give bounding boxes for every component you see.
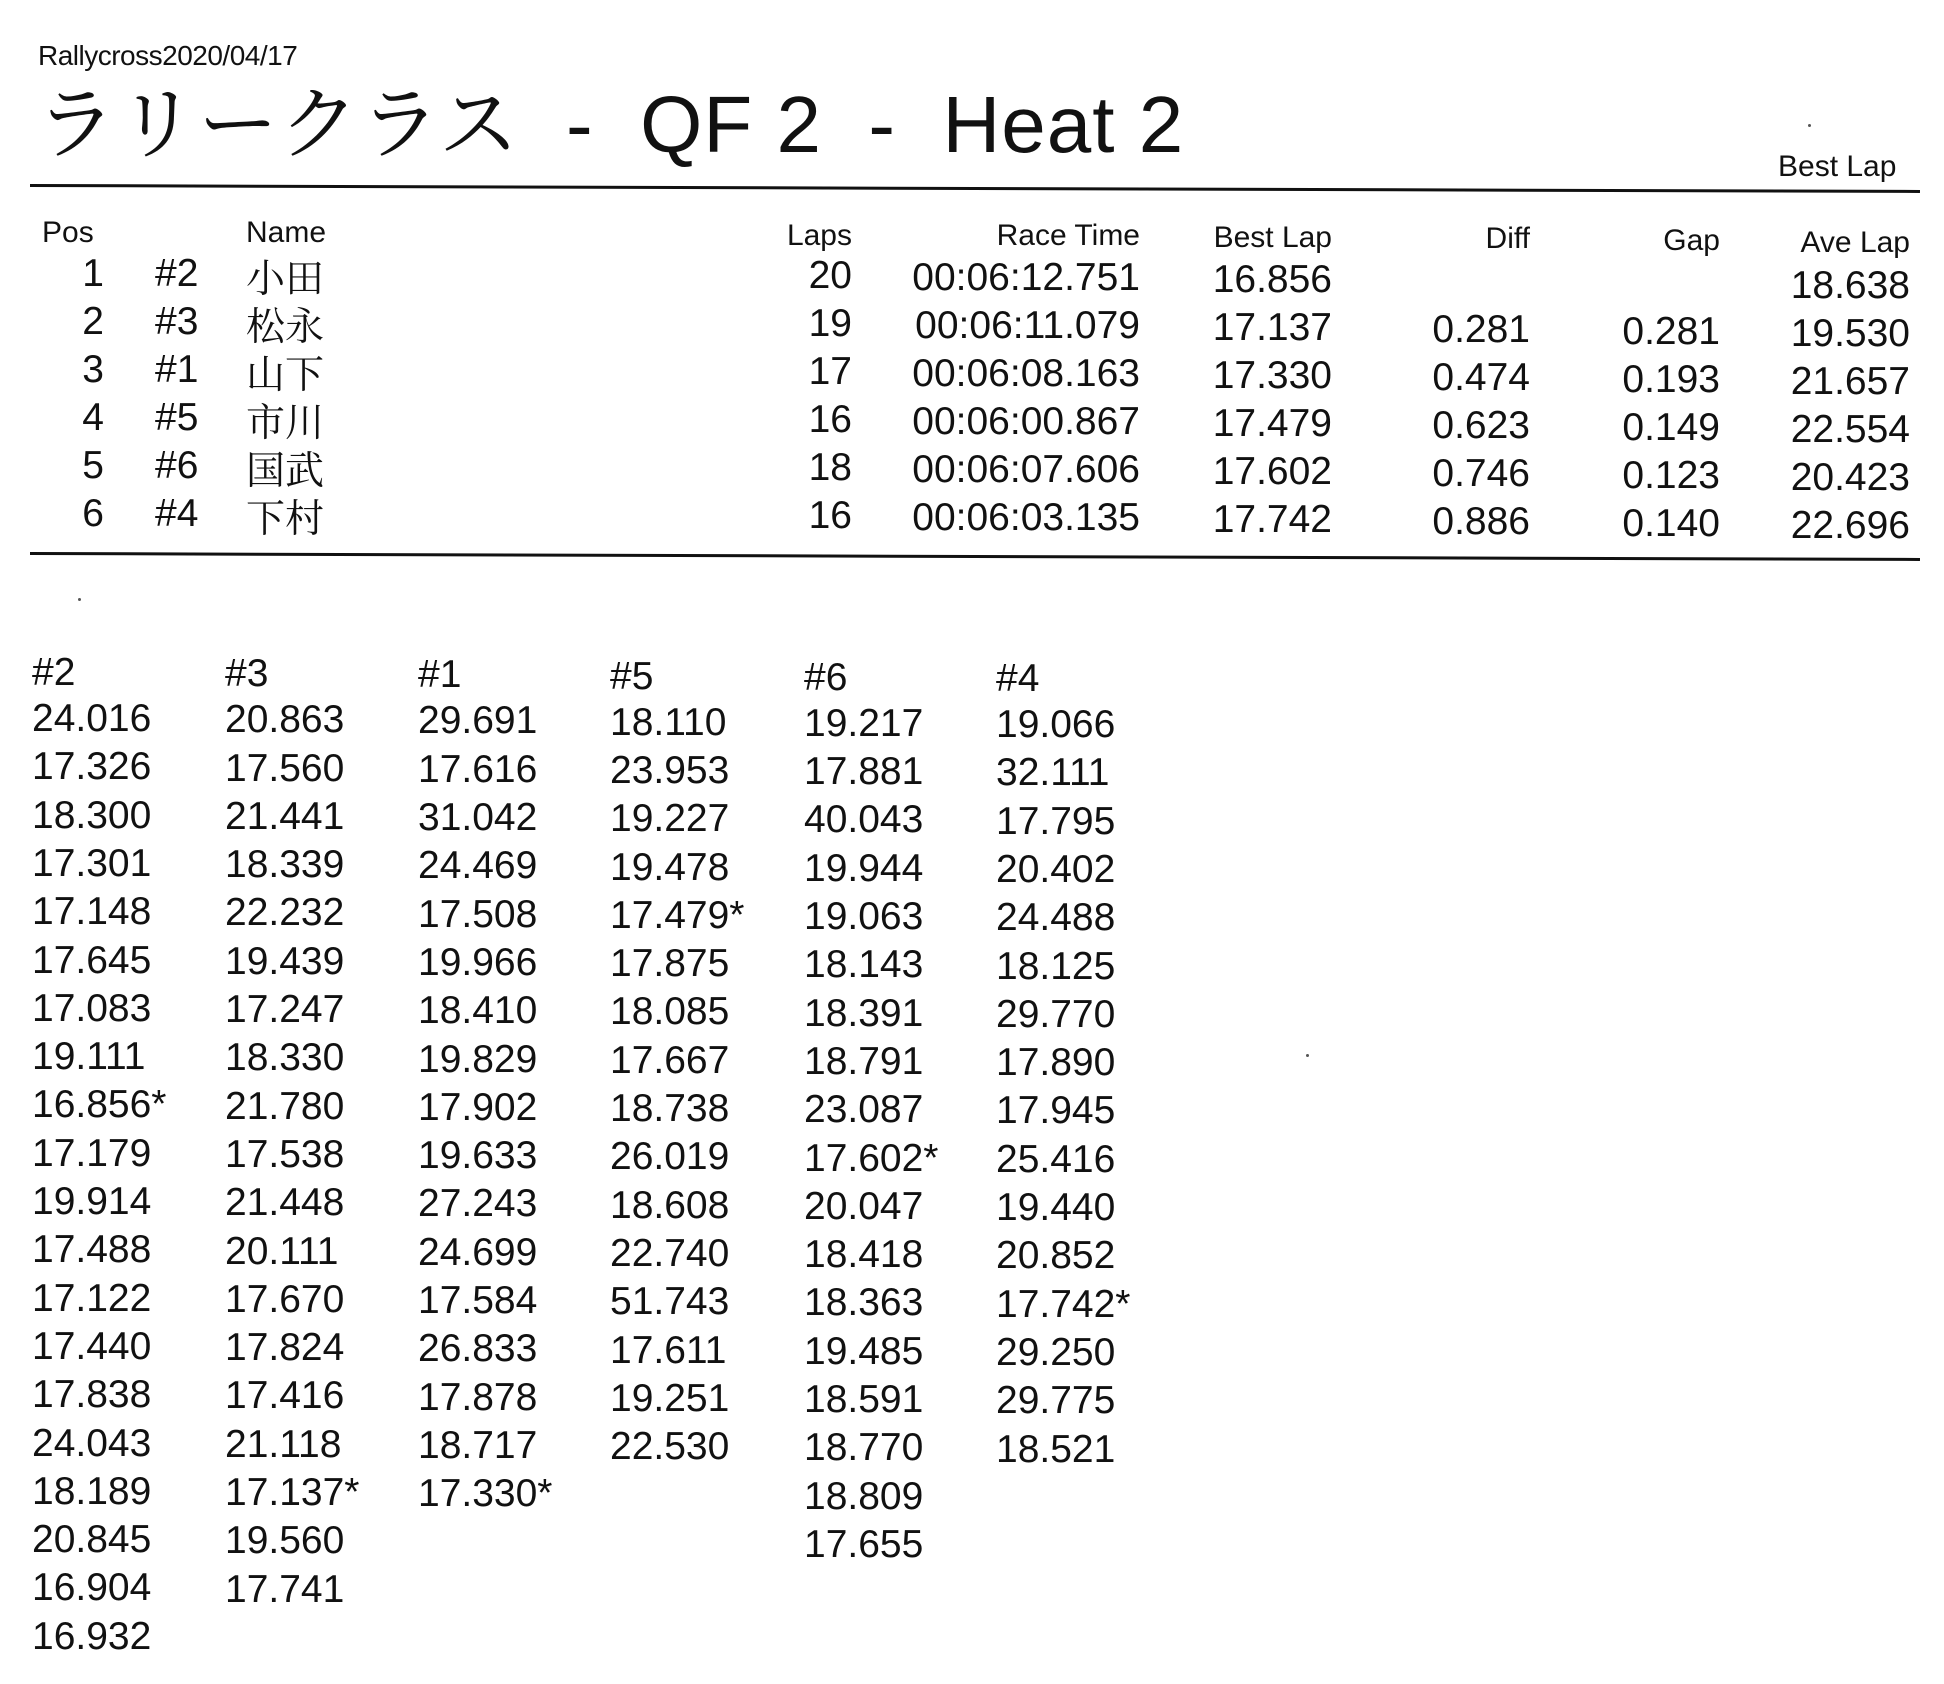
lap-time: 18.770 — [804, 1426, 924, 1470]
lap-column-header: #6 — [804, 655, 848, 699]
cell-race-time: 00:06:08.163 — [912, 352, 1140, 395]
lap-time: 17.670 — [225, 1277, 345, 1321]
lap-time: 18.143 — [804, 943, 924, 987]
scan-speck — [1306, 1054, 1309, 1057]
lap-time: 17.838 — [32, 1373, 152, 1417]
cell-laps: 17 — [808, 350, 852, 393]
cell-ave-lap: 21.657 — [1790, 360, 1910, 403]
cell-car-number: #2 — [155, 252, 199, 295]
lap-time: 17.611 — [610, 1328, 727, 1372]
lap-time: 19.063 — [804, 895, 924, 938]
lap-time: 22.530 — [610, 1425, 730, 1469]
lap-time: 29.770 — [996, 992, 1116, 1036]
lap-time: 17.655 — [804, 1522, 924, 1566]
lap-time: 27.243 — [418, 1182, 538, 1226]
cell-pos: 4 — [82, 396, 104, 439]
lap-time: 22.232 — [225, 891, 345, 935]
header-divider — [30, 184, 1920, 193]
cell-gap: 0.281 — [1622, 310, 1720, 353]
lap-time: 31.042 — [418, 796, 538, 839]
cell-driver-name: 市川 — [246, 402, 325, 445]
lap-time: 17.330* — [418, 1472, 553, 1516]
cell-ave-lap: 19.530 — [1790, 312, 1910, 355]
lap-time: 17.645 — [32, 938, 152, 982]
lap-time: 20.047 — [804, 1184, 924, 1228]
lap-time: 18.608 — [610, 1183, 730, 1227]
cell-gap: 0.140 — [1622, 502, 1720, 545]
col-header-best-lap: Best Lap — [1213, 221, 1332, 254]
lap-time: 32.111 — [996, 751, 1110, 795]
lap-time: 20.111 — [225, 1229, 339, 1273]
lap-time: 19.251 — [610, 1376, 730, 1420]
cell-laps: 18 — [808, 446, 852, 489]
lap-column-header: #1 — [418, 653, 462, 697]
lap-time: 17.795 — [996, 799, 1116, 843]
lap-time: 23.087 — [804, 1088, 924, 1132]
lap-column-header: #3 — [225, 652, 269, 696]
lap-time: 29.775 — [996, 1379, 1116, 1423]
lap-time: 17.616 — [418, 747, 538, 791]
lap-time: 22.740 — [610, 1231, 730, 1275]
results-divider — [30, 552, 1920, 561]
cell-pos: 5 — [82, 444, 104, 487]
lap-time: 16.932 — [32, 1614, 152, 1658]
cell-race-time: 00:06:03.135 — [912, 496, 1140, 539]
col-header-ave-lap: Ave Lap — [1800, 226, 1910, 259]
cell-gap: 0.123 — [1622, 454, 1720, 497]
lap-time: 17.538 — [225, 1132, 345, 1176]
lap-time: 18.738 — [610, 1087, 730, 1130]
lap-time: 51.743 — [610, 1280, 730, 1324]
lap-time: 17.488 — [32, 1228, 152, 1272]
lap-time: 17.326 — [32, 745, 152, 789]
cell-ave-lap: 20.423 — [1790, 456, 1910, 499]
lap-time: 19.227 — [610, 797, 730, 841]
lap-time: 18.791 — [804, 1039, 924, 1083]
col-header-race-time: Race Time — [996, 219, 1140, 252]
cell-driver-name: 松永 — [246, 306, 325, 349]
lap-time: 29.691 — [418, 699, 538, 743]
lap-time: 18.591 — [804, 1378, 924, 1421]
lap-time: 17.479* — [610, 893, 745, 937]
lap-time: 26.833 — [418, 1327, 538, 1371]
cell-best-lap: 16.856 — [1212, 258, 1332, 301]
lap-time: 18.085 — [610, 990, 730, 1034]
lap-time: 17.881 — [804, 750, 924, 794]
col-header-name: Name — [246, 216, 327, 249]
cell-ave-lap: 22.554 — [1790, 408, 1910, 451]
lap-time: 18.391 — [804, 991, 924, 1035]
cell-pos: 3 — [82, 348, 104, 391]
lap-time: 21.448 — [225, 1181, 345, 1225]
cell-diff: 0.623 — [1432, 404, 1530, 447]
lap-time: 18.189 — [32, 1469, 152, 1513]
cell-driver-name: 国武 — [246, 450, 325, 493]
cell-best-lap: 17.479 — [1212, 402, 1332, 445]
cell-diff: 0.886 — [1432, 500, 1530, 543]
lap-time: 16.856* — [32, 1083, 167, 1127]
lap-time: 19.485 — [804, 1329, 924, 1373]
lap-time: 19.944 — [804, 846, 924, 890]
lap-time: 24.699 — [418, 1230, 538, 1274]
cell-gap: 0.193 — [1622, 358, 1720, 401]
cell-race-time: 00:06:00.867 — [912, 400, 1140, 443]
cell-pos: 1 — [82, 252, 104, 295]
col-header-gap: Gap — [1663, 224, 1720, 257]
lap-time: 19.914 — [32, 1180, 152, 1223]
lap-time: 17.875 — [610, 942, 730, 986]
lap-time: 19.478 — [610, 845, 730, 889]
cell-pos: 2 — [82, 300, 104, 343]
cell-laps: 20 — [808, 254, 852, 297]
lap-time: 20.863 — [225, 698, 345, 742]
cell-pos: 6 — [82, 492, 104, 535]
lap-time: 17.824 — [225, 1326, 345, 1370]
lap-time: 26.019 — [610, 1135, 730, 1179]
lap-time: 25.416 — [996, 1137, 1116, 1181]
lap-time: 18.418 — [804, 1233, 924, 1277]
lap-time: 21.780 — [225, 1084, 345, 1128]
event-subtitle: Rallycross2020/04/17 — [38, 40, 298, 71]
lap-time: 21.118 — [225, 1422, 342, 1466]
cell-car-number: #5 — [155, 396, 199, 439]
lap-time: 17.137* — [225, 1471, 360, 1514]
lap-time: 24.043 — [32, 1421, 152, 1465]
lap-time: 17.416 — [225, 1374, 345, 1418]
lap-time: 17.179 — [32, 1131, 152, 1175]
lap-time: 17.148 — [32, 890, 152, 934]
lap-time: 21.441 — [225, 794, 345, 838]
cell-driver-name: 下村 — [246, 498, 325, 541]
lap-time: 19.217 — [804, 701, 924, 745]
lap-time: 17.878 — [418, 1375, 538, 1419]
lap-time: 17.667 — [610, 1038, 730, 1082]
lap-time: 19.560 — [225, 1519, 345, 1563]
lap-time: 17.122 — [32, 1276, 152, 1320]
col-header-laps: Laps — [786, 219, 852, 252]
lap-time: 24.469 — [418, 844, 538, 888]
lap-time: 19.066 — [996, 703, 1116, 746]
cell-race-time: 00:06:11.079 — [915, 304, 1140, 347]
cell-best-lap: 17.602 — [1212, 450, 1332, 493]
lap-column-header: #4 — [996, 657, 1040, 700]
cell-driver-name: 山下 — [246, 354, 325, 397]
lap-time: 18.521 — [996, 1427, 1116, 1471]
col-header-pos: Pos — [42, 216, 94, 249]
cell-diff: 0.746 — [1432, 452, 1530, 495]
cell-laps: 16 — [808, 494, 852, 537]
lap-time: 40.043 — [804, 798, 924, 842]
lap-time: 18.300 — [32, 793, 152, 837]
lap-time: 19.439 — [225, 939, 345, 983]
lap-time: 17.247 — [225, 988, 345, 1031]
lap-column-header: #2 — [32, 651, 76, 694]
cell-race-time: 00:06:12.751 — [912, 256, 1140, 299]
cell-race-time: 00:06:07.606 — [912, 448, 1140, 491]
lap-time: 17.945 — [996, 1089, 1116, 1133]
cell-best-lap: 17.742 — [1212, 498, 1332, 541]
lap-time: 17.508 — [418, 892, 538, 936]
cell-car-number: #4 — [155, 492, 199, 535]
lap-time: 17.301 — [32, 841, 152, 885]
cell-gap: 0.149 — [1622, 406, 1720, 449]
lap-time: 18.809 — [804, 1474, 924, 1518]
cell-car-number: #6 — [155, 444, 199, 487]
lap-time: 18.363 — [804, 1281, 924, 1325]
lap-time: 18.339 — [225, 843, 345, 887]
lap-time: 17.584 — [418, 1279, 538, 1322]
lap-time: 19.440 — [996, 1186, 1116, 1229]
lap-time: 20.402 — [996, 847, 1116, 891]
cell-best-lap: 17.330 — [1212, 354, 1332, 397]
lap-time: 19.633 — [418, 1134, 538, 1178]
scan-speck — [1808, 124, 1811, 127]
page-title: ラリークラス - QF 2 - Heat 2 — [36, 80, 1185, 169]
lap-time: 20.852 — [996, 1234, 1116, 1278]
lap-time: 17.440 — [32, 1324, 152, 1368]
cell-car-number: #1 — [155, 348, 199, 391]
lap-time: 18.110 — [610, 700, 727, 744]
lap-time: 17.742* — [996, 1282, 1131, 1326]
lap-time: 17.741 — [225, 1567, 345, 1611]
cell-ave-lap: 18.638 — [1790, 264, 1910, 307]
cell-laps: 19 — [808, 302, 852, 345]
lap-time: 17.602* — [804, 1136, 939, 1180]
lap-time: 23.953 — [610, 748, 730, 792]
lap-time: 17.083 — [32, 986, 152, 1030]
lap-time: 18.410 — [418, 989, 538, 1033]
cell-ave-lap: 22.696 — [1790, 504, 1910, 547]
lap-time: 18.125 — [996, 944, 1116, 988]
lap-time: 17.560 — [225, 746, 345, 790]
lap-time: 18.717 — [418, 1423, 538, 1467]
lap-time: 17.890 — [996, 1041, 1116, 1085]
cell-best-lap: 17.137 — [1212, 306, 1332, 349]
cell-car-number: #3 — [155, 300, 199, 343]
lap-time: 20.845 — [32, 1518, 152, 1562]
lap-time: 18.330 — [225, 1036, 345, 1080]
cell-diff: 0.474 — [1432, 356, 1530, 399]
best-lap-corner-label: Best Lap — [1778, 150, 1897, 183]
lap-time: 24.488 — [996, 896, 1116, 940]
col-header-diff: Diff — [1485, 222, 1530, 255]
cell-driver-name: 小田 — [246, 258, 325, 301]
cell-diff: 0.281 — [1432, 308, 1530, 351]
lap-time: 19.829 — [418, 1037, 538, 1081]
lap-time: 17.902 — [418, 1085, 538, 1129]
lap-column-header: #5 — [610, 654, 654, 698]
lap-time: 16.904 — [32, 1566, 152, 1610]
lap-time: 24.016 — [32, 697, 152, 740]
scan-speck — [78, 598, 81, 601]
lap-time: 19.966 — [418, 940, 538, 984]
lap-time: 29.250 — [996, 1330, 1116, 1374]
cell-laps: 16 — [808, 398, 852, 441]
lap-time: 19.111 — [32, 1035, 146, 1079]
